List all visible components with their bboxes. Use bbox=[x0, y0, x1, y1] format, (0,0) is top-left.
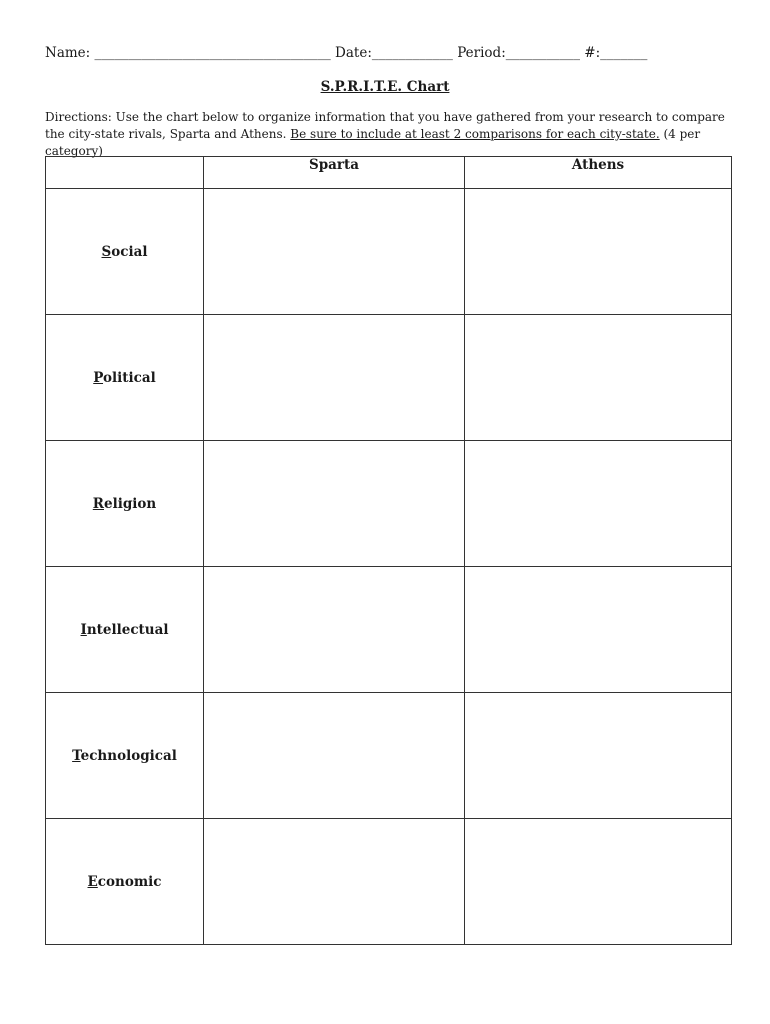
header-cell-sparta: Sparta bbox=[204, 157, 465, 189]
page-title: S.P.R.I.T.E. Chart bbox=[320, 79, 450, 95]
name-label: Name: bbox=[45, 45, 91, 61]
row-initial: S bbox=[101, 243, 112, 260]
date-label: Date: bbox=[335, 45, 372, 61]
row-initial: R bbox=[92, 495, 104, 512]
row-label-rest: ntellectual bbox=[86, 621, 169, 638]
row-label-rest: conomic bbox=[97, 873, 162, 890]
number-label: #: bbox=[584, 45, 601, 61]
table-row bbox=[46, 315, 732, 441]
header-cell-athens: Athens bbox=[465, 157, 732, 189]
intellectual-sparta-cell[interactable] bbox=[204, 567, 465, 693]
row-initial: I bbox=[80, 621, 87, 638]
economic-sparta-cell[interactable] bbox=[204, 819, 465, 945]
economic-athens-cell[interactable] bbox=[465, 819, 732, 945]
table-row bbox=[46, 819, 732, 945]
religion-athens-cell[interactable] bbox=[465, 441, 732, 567]
table-header-row bbox=[46, 157, 732, 189]
date-blank: ____________ bbox=[371, 45, 453, 61]
directions-suffix: (4 per category) bbox=[45, 127, 701, 158]
table-row bbox=[46, 189, 732, 315]
political-sparta-cell[interactable] bbox=[204, 315, 465, 441]
row-label-economic bbox=[46, 819, 204, 945]
table-row bbox=[46, 441, 732, 567]
social-sparta-cell[interactable] bbox=[204, 189, 465, 315]
social-athens-cell[interactable] bbox=[465, 189, 732, 315]
technological-sparta-cell[interactable] bbox=[204, 693, 465, 819]
row-label-political bbox=[46, 315, 204, 441]
table-row bbox=[46, 693, 732, 819]
directions-requirement: Be sure to include at least 2 comparisons for each city-state. bbox=[290, 127, 660, 141]
sprite-chart-table bbox=[45, 156, 732, 945]
student-info-line bbox=[45, 45, 647, 61]
row-label-technological bbox=[46, 693, 204, 819]
period-blank: ___________ bbox=[505, 45, 580, 61]
row-label-social bbox=[46, 189, 204, 315]
religion-sparta-cell[interactable] bbox=[204, 441, 465, 567]
directions bbox=[45, 109, 735, 160]
row-label-rest: eligion bbox=[104, 495, 157, 512]
row-initial: P bbox=[93, 369, 104, 386]
row-label-rest: echnological bbox=[80, 747, 177, 764]
row-initial: E bbox=[87, 873, 98, 890]
table-row bbox=[46, 567, 732, 693]
number-blank: _______ bbox=[600, 45, 648, 61]
technological-athens-cell[interactable] bbox=[465, 693, 732, 819]
row-label-rest: ocial bbox=[111, 243, 148, 260]
period-label: Period: bbox=[457, 45, 506, 61]
political-athens-cell[interactable] bbox=[465, 315, 732, 441]
row-initial: T bbox=[72, 747, 81, 764]
header-cell-blank bbox=[46, 157, 204, 189]
intellectual-athens-cell[interactable] bbox=[465, 567, 732, 693]
row-label-intellectual bbox=[46, 567, 204, 693]
name-blank: ___________________________________ bbox=[94, 45, 331, 61]
row-label-rest: olitical bbox=[103, 369, 156, 386]
directions-text: Directions: Use the chart below to organize information that you have gathered from your research to compare the city-state rivals, Sparta and Athens. bbox=[45, 110, 725, 141]
row-label-religion bbox=[46, 441, 204, 567]
